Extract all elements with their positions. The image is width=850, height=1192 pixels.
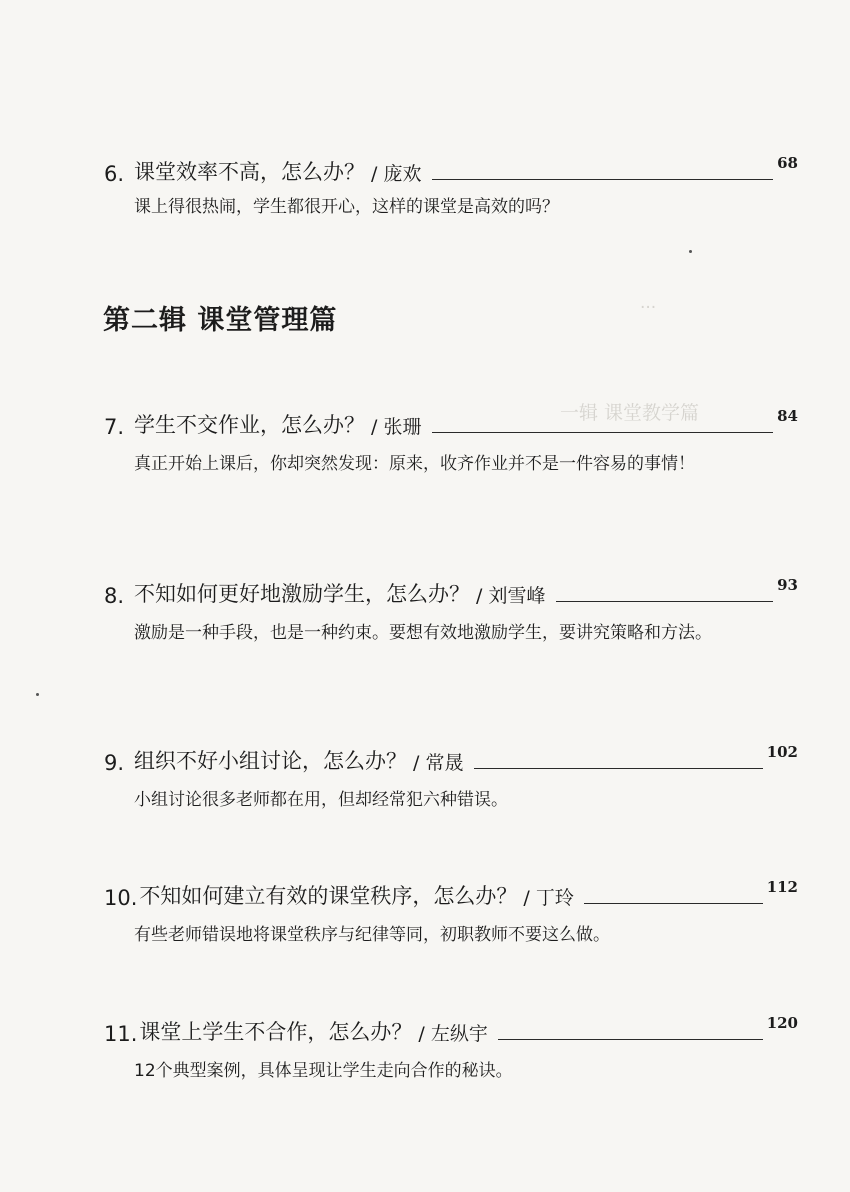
leader-line [498, 1039, 763, 1040]
entry-heading-line [104, 1012, 798, 1046]
leader-line [432, 179, 774, 180]
bleed-through-text: ··· [640, 298, 657, 318]
entry-description: 有些老师错误地将课堂秩序与纪律等同，初职教师不要这么做。 [134, 925, 610, 945]
entry-number: 6. [104, 162, 125, 186]
section-title: 第二辑 课堂管理篇 [103, 305, 338, 336]
entry-title[interactable]: 课堂效率不高，怎么办？ [134, 160, 366, 184]
scan-speck [36, 693, 39, 696]
scan-speck [689, 250, 692, 253]
entry-number: 11. [104, 1022, 138, 1046]
page-number[interactable]: 112 [766, 878, 798, 896]
entry-title[interactable]: 课堂上学生不合作，怎么办？ [139, 1020, 413, 1044]
entry-heading-line [104, 405, 798, 439]
bleed-through-text: 一辑 课堂教学篇 [560, 402, 700, 424]
entry-author: / 刘雪峰 [476, 585, 546, 607]
page-number[interactable]: 68 [777, 154, 798, 172]
entry-title[interactable]: 组织不好小组讨论，怎么办？ [134, 749, 408, 773]
entry-description: 真正开始上课后，你却突然发现：原来，收齐作业并不是一件容易的事情！ [134, 454, 695, 474]
page-number[interactable]: 84 [777, 407, 798, 425]
leader-line [584, 903, 763, 904]
entry-number: 7. [104, 415, 125, 439]
entry-heading-line [104, 574, 798, 608]
entry-description: 课上得很热闹，学生都很开心，这样的课堂是高效的吗？ [134, 197, 559, 217]
leader-line [432, 432, 774, 433]
toc-entry[interactable] [104, 741, 798, 815]
entry-heading-line [104, 741, 798, 775]
entry-description: 12个典型案例，具体呈现让学生走向合作的秘诀。 [134, 1061, 513, 1081]
entry-title[interactable]: 学生不交作业，怎么办？ [134, 413, 366, 437]
entry-author: / 张珊 [371, 416, 422, 438]
toc-entry[interactable] [104, 405, 798, 479]
leader-line [556, 601, 774, 602]
entry-number: 10. [104, 886, 138, 910]
page-number[interactable]: 93 [777, 576, 798, 594]
entry-author: / 左纵宇 [418, 1023, 488, 1045]
entry-description: 激励是一种手段，也是一种约束。要想有效地激励学生，要讲究策略和方法。 [134, 623, 712, 643]
entry-author: / 常晟 [413, 752, 464, 774]
entry-description: 小组讨论很多老师都在用，但却经常犯六种错误。 [134, 790, 508, 810]
toc-entry[interactable] [104, 152, 798, 222]
page-number[interactable]: 120 [766, 1014, 798, 1032]
entry-number: 8. [104, 584, 125, 608]
toc-entry[interactable] [104, 1012, 798, 1086]
entry-author: / 丁玲 [523, 887, 574, 909]
entry-author: / 庞欢 [371, 163, 422, 185]
entry-number: 9. [104, 751, 125, 775]
entry-heading-line [104, 152, 798, 186]
leader-line [474, 768, 763, 769]
entry-title[interactable]: 不知如何建立有效的课堂秩序，怎么办？ [139, 884, 518, 908]
toc-entry[interactable] [104, 876, 798, 950]
toc-entry[interactable] [104, 574, 798, 648]
entry-heading-line [104, 876, 798, 910]
page-number[interactable]: 102 [766, 743, 798, 761]
entry-title[interactable]: 不知如何更好地激励学生，怎么办？ [134, 582, 471, 606]
